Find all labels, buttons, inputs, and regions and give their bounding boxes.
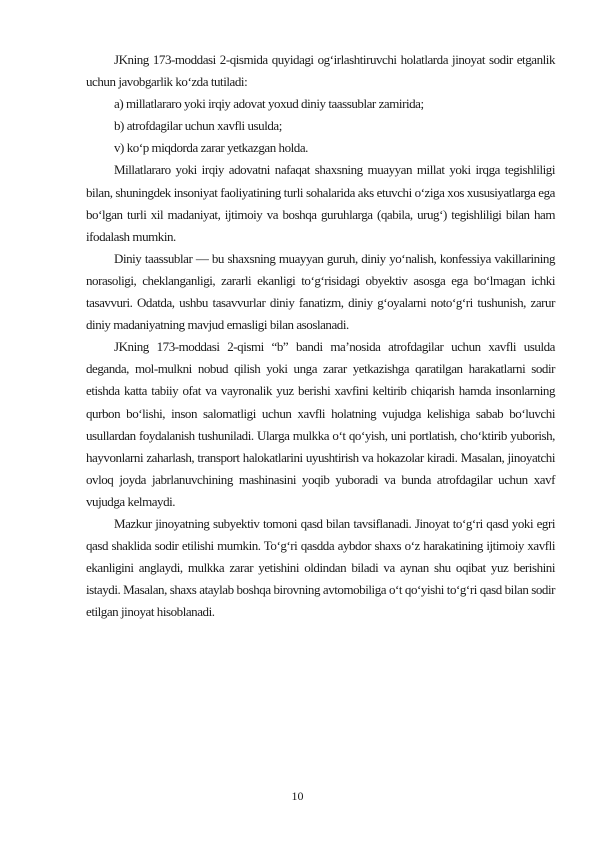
list-item-v: v) ko‘p miqdorda zarar yetkazgan holda.: [114, 140, 308, 156]
page-number: 10: [291, 789, 304, 803]
paragraph-subjective-side: Mazkur jinoyatning subyektiv tomoni qasd bilan tavsiflanadi. Jinoyat to‘g‘ri qasd yoki egri qasd shaklida sodir etilishi mumkin. To‘g‘ri qasdda aybdor shaxs o‘z harakatining ijtimoiy xavfli ekanligini anglaydi, mulkka zarar yetishini oldindan biladi va aynan shu oqibat yuz berishini istaydi. Masalan, shaxs ataylab boshqa birovning avtomobiliga o‘t qo‘yishi to‘g‘ri qasd bilan sodir etilgan jinoyat hisoblanadi.: [86, 515, 555, 620]
list-item-b: b) atrofdagilar uchun xavfli usulda;: [114, 118, 282, 134]
paragraph-intro: JKning 173-moddasi 2-qismida quyidagi og‘irlashtiruvchi holatlarda jinoyat sodir etganlik uchun javobgarlik ko‘zda tutiladi:: [86, 52, 555, 90]
document-body: [86, 49, 555, 623]
paragraph-religious-prejudice: Diniy taassublar — bu shaxsning muayyan guruh, diniy yo‘nalish, konfessiya vakillarining norasoligi, cheklanganligi, zararli ekanligi to‘g‘risidagi obyektiv asosga ega bo‘lmagan ichki tasavvuri. Odatda, ushbu tasavvurlar diniy fanatizm, diniy g‘oyalarni noto‘g‘ri tushunish, zarur diniy madaniyatning mavjud emasligi bilan asoslanadi.: [86, 250, 555, 333]
list-item-a: a) millatlararo yoki irqiy adovat yoxud diniy taassublar zamirida;: [114, 96, 424, 112]
paragraph-ethnic-hatred: Millatlararo yoki irqiy adovatni nafaqat shaxsning muayyan millat yoki irqga tegishliligi bilan, shuningdek insoniyat faoliyatining turli sohalarida aks etuvchi o‘ziga xos xususiyatlarga ega bo‘lgan turli xil madaniyat, ijtimoiy va boshqa guruhlarga (qabila, urug‘) tegishliligi bilan ham ifodalash mumkin.: [86, 162, 555, 244]
paragraph-dangerous-method: JKning 173-moddasi 2-qismi “b” bandi ma’nosida atrofdagilar uchun xavfli usulda deganda, mol-mulkni nobud qilish yoki unga zarar yetkazishga qaratilgan harakatlarni sodir etishda katta tabiiy ofat va vayronalik yuz berishi xavfini keltirib chiqarish hamda insonlarning qurbon bo‘lishi, inson salomatligi uchun xavfli holatning vujudga kelishiga sabab bo‘luvchi usullardan foydalanish tushuniladi. Ularga mulkka o‘t qo‘yish, uni portlatish, cho‘ktirib yuborish, hayvonlarni zaharlash, transport halokatlarini uyushtirish va hokazolar kiradi. Masalan, jinoyatchi ovloq joyda jabrlanuvchining mashinasini yoqib yuboradi va bunda atrofdagilar uchun xavf vujudga kelmaydi.: [86, 339, 555, 509]
